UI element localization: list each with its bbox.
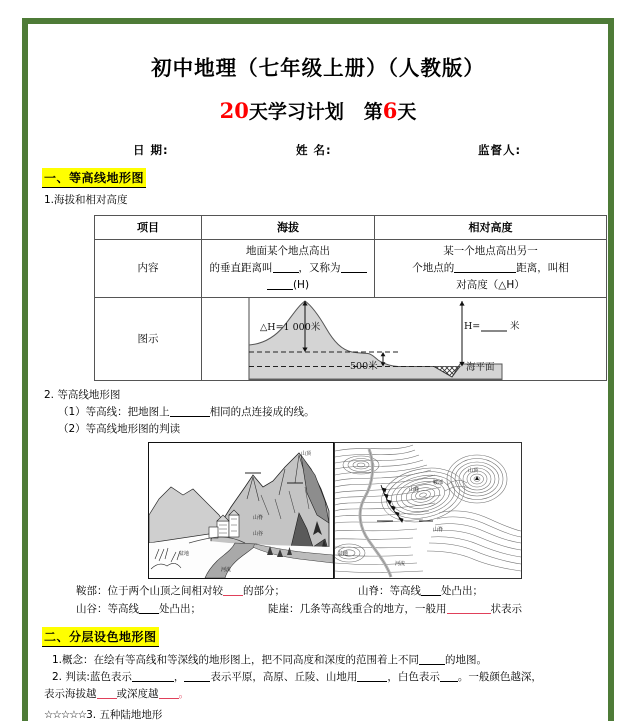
plan-text-3: 天 bbox=[397, 101, 417, 123]
contour-map-illustration bbox=[334, 442, 522, 579]
shangu-blank bbox=[139, 613, 159, 614]
contour-label-anbu: 鞍部 bbox=[433, 480, 444, 486]
s2-concept-pre: 1.概念：在绘有等高线和等深线的地形图上，把不同高度和深度的范围着上不同 bbox=[52, 654, 420, 666]
contour-label-shanfeng: 山峰 bbox=[409, 487, 420, 493]
s2-blank-4 bbox=[440, 681, 458, 682]
contour-def-blank bbox=[170, 416, 210, 417]
mountain-profile-figure bbox=[202, 298, 606, 380]
table-header-row bbox=[95, 216, 607, 240]
section-1-heading-wrap bbox=[42, 167, 608, 188]
page-green-border bbox=[22, 18, 614, 721]
landscape-svg bbox=[149, 443, 333, 578]
duanya-blank bbox=[447, 613, 491, 614]
stars-rating: ☆☆☆☆☆ bbox=[44, 709, 87, 721]
table-row-label-figure: 图示 bbox=[95, 298, 202, 381]
h-unit-label: 米 bbox=[510, 321, 520, 332]
plan-day-number: 6 bbox=[382, 98, 398, 123]
s2-blank-3 bbox=[357, 681, 387, 682]
meta-row bbox=[28, 142, 608, 162]
s2-read-a: 2. 判读:蓝色表示 bbox=[52, 671, 132, 683]
contour-def-pre: （1）等高线：把地图上 bbox=[58, 406, 170, 418]
label-pendi: 盆地 bbox=[179, 551, 190, 557]
section-2-item-2-line2 bbox=[44, 686, 608, 703]
table-row-label-content: 内容 bbox=[95, 240, 202, 298]
section-1-item-2: 2. 等高线地形图 bbox=[44, 389, 121, 401]
section-2-heading: 二、分层设色地形图 bbox=[42, 627, 159, 647]
section-2-item-3 bbox=[44, 707, 608, 721]
shanji-blank bbox=[421, 595, 441, 596]
relative-line-1: 某一个地点高出另一 bbox=[443, 245, 538, 257]
contour-def-post: 相同的点连接成的线。 bbox=[209, 406, 315, 418]
definitions-row-2 bbox=[28, 601, 608, 619]
section-1-item-2-2: （2）等高线地形图的判读 bbox=[58, 423, 181, 435]
s2-concept-post: 的地图。 bbox=[445, 654, 488, 666]
definition-anbu: 鞍部：位于两个山顶之间相对较 的部分； bbox=[76, 585, 285, 597]
section-2-item-2 bbox=[52, 669, 608, 686]
s2-blank-6 bbox=[159, 698, 179, 699]
section-1-heading: 一、等高线地形图 bbox=[42, 168, 146, 188]
delta-h-label: △H=1 000米 bbox=[260, 322, 321, 333]
s2-blank-5 bbox=[97, 698, 117, 699]
altitude-table bbox=[94, 215, 607, 381]
altitude-line-3: (H) bbox=[204, 277, 372, 294]
table-header-relative: 相对高度 bbox=[375, 216, 607, 240]
definition-duanya: 陡崖：几条等高线重合的地方，一般用 状表示 bbox=[268, 603, 522, 615]
table-cell-figure bbox=[202, 298, 607, 381]
mountain-profile-svg bbox=[202, 298, 606, 380]
s2-depth-a: 表示海拔越 bbox=[44, 688, 97, 700]
landscape-illustration bbox=[148, 442, 334, 579]
section-2-item-1 bbox=[52, 652, 608, 669]
name-label: 姓 名: bbox=[296, 143, 332, 157]
s2-blank-1 bbox=[132, 681, 174, 682]
label-shanding: 山顶 bbox=[301, 451, 312, 457]
s2-read-e: 。一般颜色越深， bbox=[457, 671, 542, 683]
s2-concept-blank bbox=[419, 664, 445, 665]
section-2-heading-wrap bbox=[42, 626, 608, 647]
plan-text-1: 天学习计划 bbox=[248, 101, 344, 123]
s2-blank-2 bbox=[184, 681, 210, 682]
table-row-content bbox=[95, 240, 607, 298]
anbu-blank bbox=[223, 595, 243, 596]
date-label: 日 期: bbox=[133, 143, 169, 157]
h500-label: 500米 bbox=[350, 361, 378, 372]
s2-depth-b: 或深度越 bbox=[116, 688, 159, 700]
relative-line-2: 个地点的 距离，叫相 bbox=[412, 262, 569, 274]
contour-label-shanding: 山顶 bbox=[468, 468, 479, 474]
label-shangu: 山谷 bbox=[253, 531, 264, 537]
definition-shangu: 山谷：等高线 处凸出； bbox=[76, 603, 201, 615]
table-cell-relative-text bbox=[375, 240, 607, 298]
s2-item3-label: 3. 五种陆地地形 bbox=[86, 709, 163, 721]
altitude-line-1: 地面某个地点高出 bbox=[246, 245, 330, 257]
s2-read-d: ，白色表示 bbox=[387, 671, 440, 683]
table-header-item: 项目 bbox=[95, 216, 202, 240]
s2-read-b: ， bbox=[173, 671, 185, 683]
contour-label-heliu: 河流 bbox=[395, 561, 406, 567]
plan-text-2: 第 bbox=[363, 101, 383, 123]
page-subtitle bbox=[28, 97, 608, 124]
sea-level-label: 海平面 bbox=[466, 362, 495, 373]
definitions-row-1 bbox=[28, 583, 608, 601]
figures-row bbox=[28, 442, 608, 579]
contour-map-svg bbox=[335, 443, 521, 578]
relative-line-3: 对高度（△H） bbox=[456, 279, 525, 291]
label-heliu: 河流 bbox=[221, 567, 232, 573]
s2-depth-c: 。 bbox=[178, 688, 189, 700]
h-equals-label: H= bbox=[464, 321, 481, 332]
table-row-figure bbox=[95, 298, 607, 381]
label-shanji: 山脊 bbox=[253, 515, 264, 521]
supervisor-label: 监督人: bbox=[478, 143, 522, 157]
section-1-item-2-1 bbox=[58, 404, 608, 421]
table-cell-altitude-text bbox=[202, 240, 375, 298]
page-title: 初中地理（七年级上册）（人教版） bbox=[151, 56, 485, 80]
section-1-item-1: 1.海拔和相对高度 bbox=[44, 194, 128, 206]
contour-label-pendi: 盆地 bbox=[338, 551, 349, 557]
table-header-altitude: 海拔 bbox=[202, 216, 375, 240]
definition-shanji: 山脊：等高线 处凸出； bbox=[358, 585, 483, 597]
altitude-line-2: 的垂直距离叫 ，又称为 bbox=[204, 260, 372, 277]
plan-total-days: 20 bbox=[219, 98, 249, 123]
s2-read-c: 表示平原，高原、丘陵、山地用 bbox=[210, 671, 358, 683]
contour-label-shanji: 山脊 bbox=[433, 527, 444, 533]
